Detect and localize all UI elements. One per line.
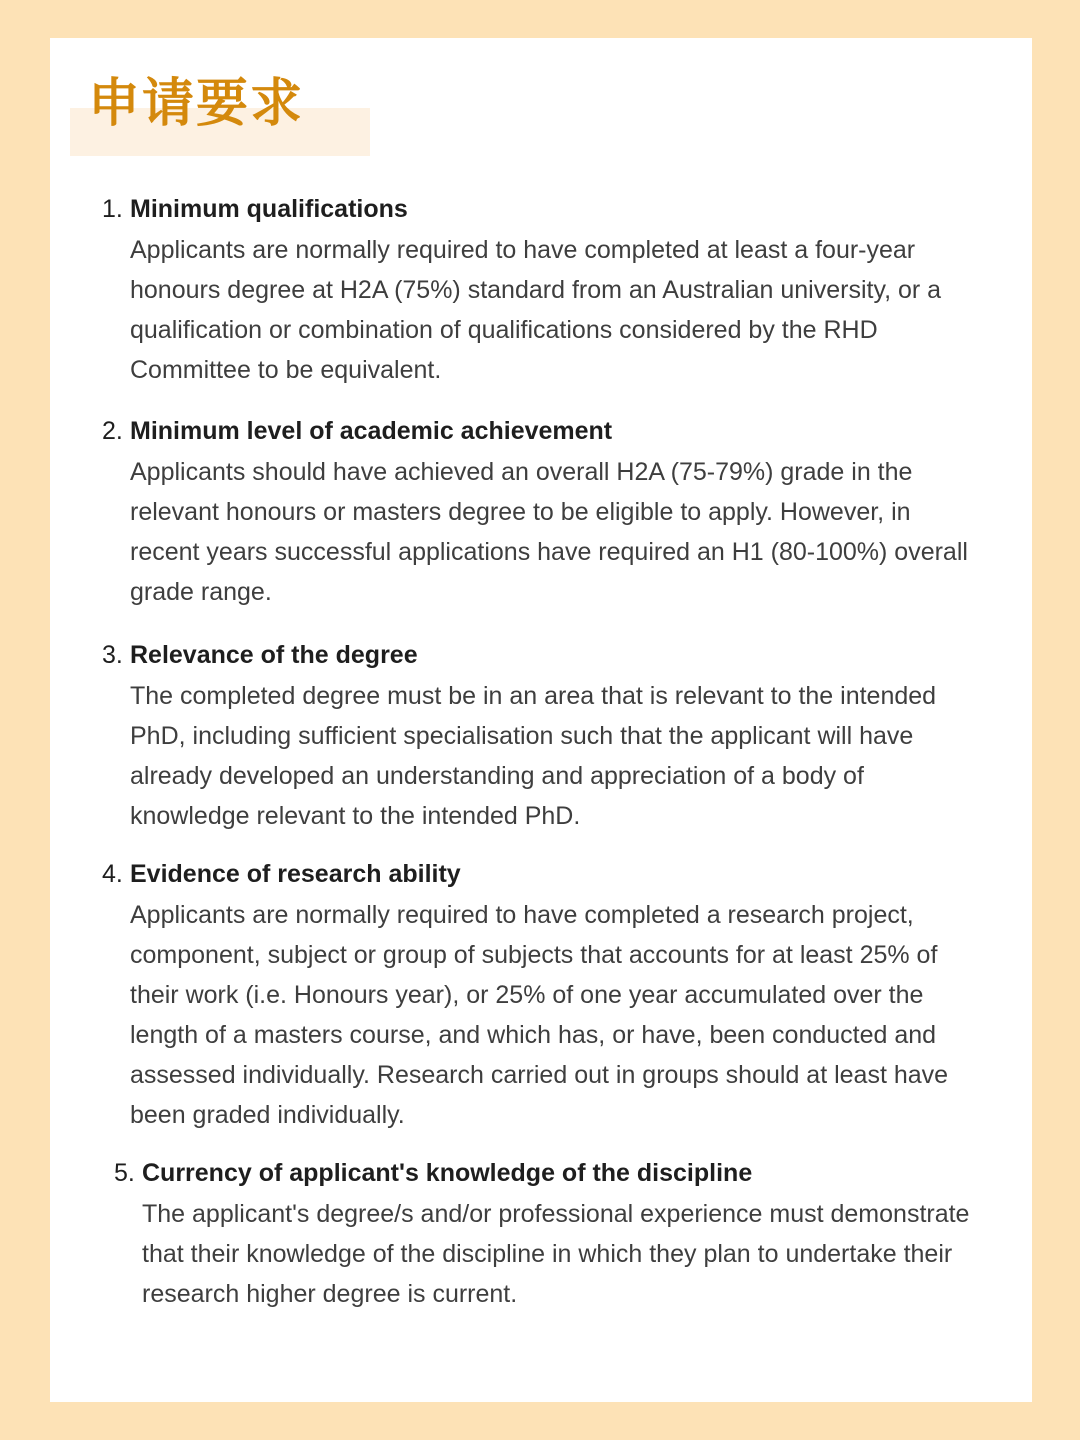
- requirement-body: Applicants should have achieved an overall H2A (75-79%) grade in the relevant honours or masters degree to be eligible to apply. However, in recent years successful applications have required an H1 (80-100%) overall grade range.: [130, 458, 968, 606]
- content-card: [50, 38, 1032, 1402]
- requirement-title: Minimum qualifications: [130, 195, 408, 223]
- requirement-heading: [102, 859, 982, 889]
- requirement-item-2: [102, 416, 982, 612]
- requirement-body: The applicant's degree/s and/or professional experience must demonstrate that their knowledge of the discipline in which they plan to undertake their research higher degree is current.: [142, 1200, 970, 1308]
- requirement-number: 5.: [114, 1159, 135, 1187]
- page-title: 申请要求: [88, 74, 305, 134]
- requirement-heading: [102, 194, 982, 224]
- requirement-title: Evidence of research ability: [130, 860, 461, 888]
- requirement-title: Currency of applicant's knowledge of the discipline: [142, 1159, 753, 1187]
- requirement-body: Applicants are normally required to have completed a research project, component, subject or group of subjects that accounts for at least 25% of their work (i.e. Honours year), or 25% of one year accumulated over the length of a masters course, and which has, or have, been conducted and assessed individually. Research carried out in groups should at least have been graded individually.: [130, 901, 949, 1129]
- requirement-number: 3.: [102, 641, 123, 669]
- requirement-heading: [102, 640, 982, 670]
- requirement-title: Relevance of the degree: [130, 641, 418, 669]
- requirement-number: 1.: [102, 195, 123, 223]
- requirement-item-1: [102, 194, 982, 390]
- requirement-heading: [114, 1158, 974, 1188]
- title-block: [70, 70, 370, 160]
- requirement-heading: [102, 416, 982, 446]
- requirement-item-4: [102, 859, 982, 1135]
- requirement-number: 4.: [102, 860, 123, 888]
- requirement-item-3: [102, 640, 982, 836]
- requirement-body: Applicants are normally required to have completed at least a four-year honours degree at H2A (75%) standard from an Australian university, or a qualification or combination of qualifications considered by the RHD Committee to be equivalent.: [130, 236, 942, 384]
- requirement-number: 2.: [102, 417, 123, 445]
- requirement-title: Minimum level of academic achievement: [130, 417, 613, 445]
- requirement-body: The completed degree must be in an area that is relevant to the intended PhD, including sufficient specialisation such that the applicant will have already developed an understanding and appreciation of a body of knowledge relevant to the intended PhD.: [130, 682, 937, 830]
- requirement-item-5: [114, 1158, 974, 1314]
